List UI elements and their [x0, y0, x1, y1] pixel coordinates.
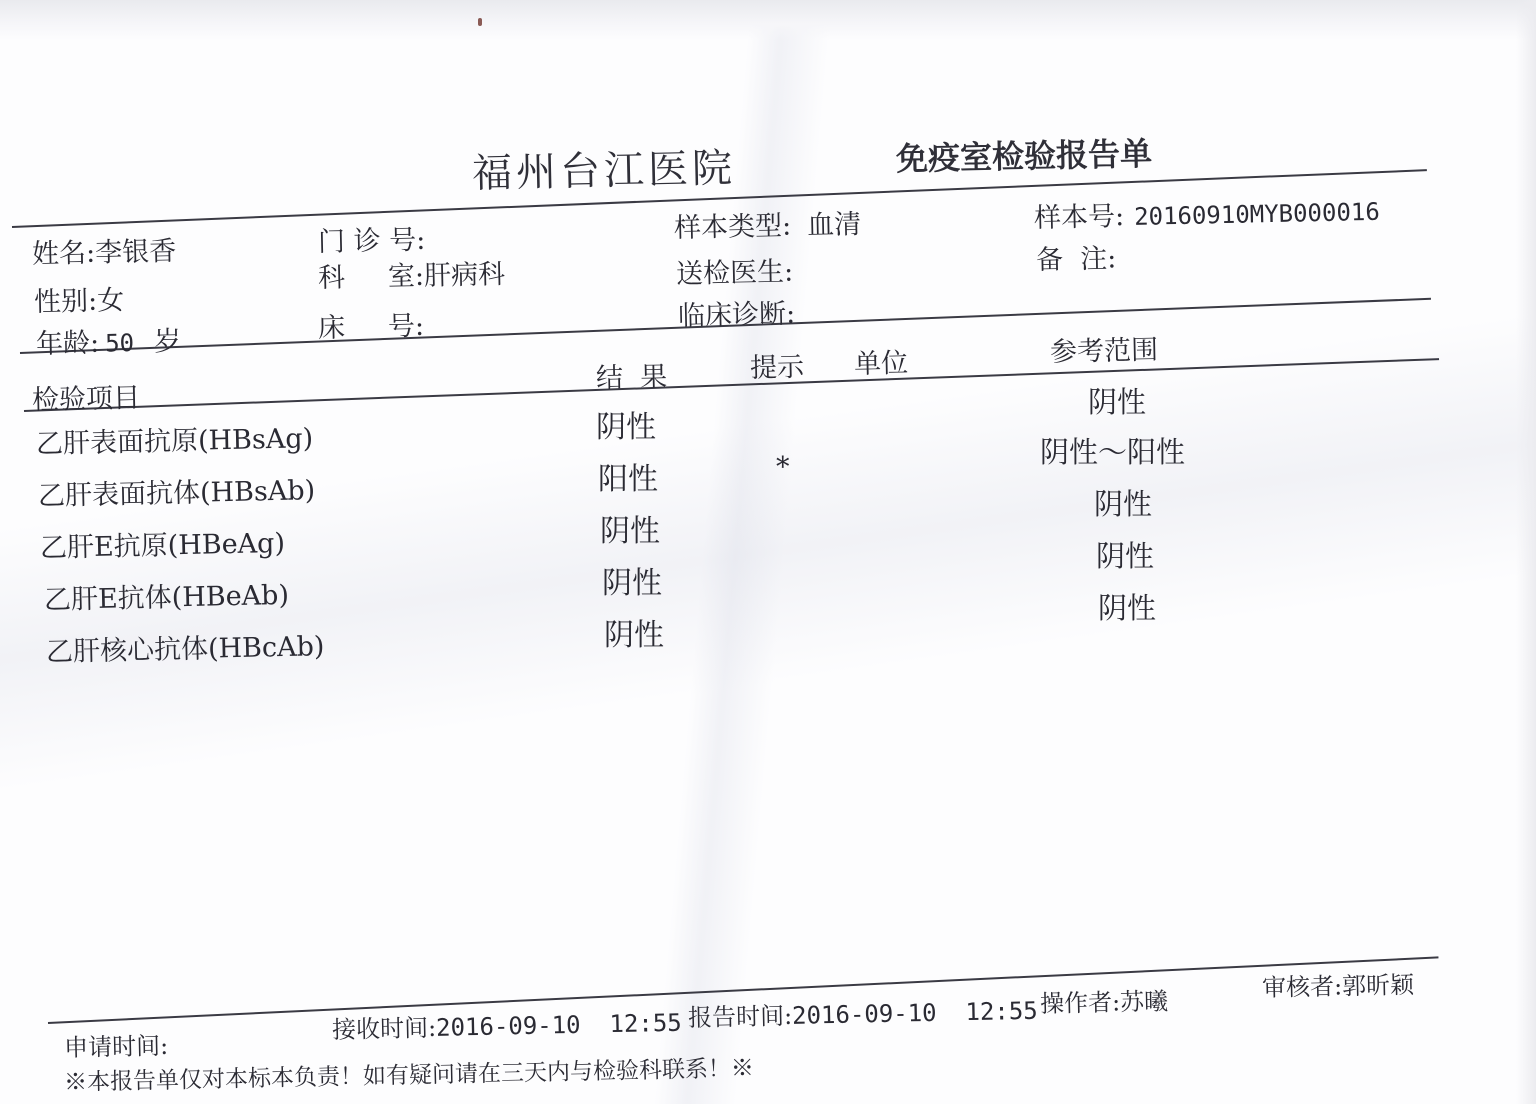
- row-item-hbsab: 乙肝表面抗体(HBsAb): [37, 475, 316, 512]
- outpatient-label: 门 诊 号:: [317, 224, 426, 258]
- sample-no: 20160910MYB000016: [1133, 197, 1381, 231]
- bed-row: [318, 304, 425, 345]
- apply-time-label: 申请时间:: [63, 1031, 169, 1062]
- row-ref-hbeab: 阴性: [1096, 539, 1155, 573]
- report-time-row: [688, 991, 1038, 1033]
- row-flag-hbsab: *: [776, 452, 790, 483]
- receive-time: 2016-09-10 12:55: [435, 1008, 683, 1042]
- row-item-hbeab: 乙肝E抗体(HBeAb): [43, 579, 290, 616]
- patient-sex: 女: [96, 285, 125, 317]
- row-result-hbcab: 阴性: [604, 618, 664, 653]
- department-label: 科 室:: [317, 260, 425, 294]
- report-time: 2016-09-10 12:55: [791, 996, 1039, 1030]
- doctor-label: 送检医生:: [675, 256, 794, 290]
- report-title: 免疫室检验报告单: [895, 134, 1153, 178]
- operator-row: [1040, 981, 1169, 1019]
- col-header-reference: 参考范围: [1049, 334, 1159, 368]
- row-result-hbsab: 阳性: [598, 462, 658, 497]
- sample-no-label: 样本号:: [1033, 201, 1125, 234]
- row-ref-hbeag: 阴性: [1094, 487, 1153, 521]
- report-time-label: 报告时间:: [687, 1001, 793, 1032]
- operator-label: 操作者:: [1039, 988, 1121, 1018]
- doctor-row: [676, 250, 794, 291]
- remark-row: [1036, 236, 1117, 277]
- row-result-hbsag: 阴性: [596, 410, 656, 445]
- patient-age-row: [36, 319, 182, 361]
- diagnosis-row: [678, 292, 796, 333]
- reviewer-label: 审核者:: [1261, 972, 1343, 1002]
- age-label: 年龄:: [35, 327, 100, 360]
- reviewer: 郭昕颖: [1341, 970, 1415, 1001]
- patient-name: 李银香: [94, 235, 177, 269]
- col-header-item: 检验项目: [31, 382, 141, 416]
- row-ref-hbsab: 阴性～阳性: [1040, 435, 1186, 469]
- patient-age: 50: [104, 328, 135, 358]
- age-unit: 岁: [153, 325, 182, 358]
- paper-edge-top: [0, 0, 1536, 40]
- operator: 苏曦: [1119, 987, 1169, 1017]
- footer-note: ※本报告单仅对本标本负责！如有疑问请在三天内与检验科联系！※: [63, 1055, 755, 1096]
- sex-label: 性别:: [33, 285, 98, 318]
- row-ref-hbcab: 阴性: [1098, 591, 1157, 625]
- row-item-hbeag: 乙肝E抗原(HBeAg): [39, 527, 286, 564]
- col-header-unit: 单位: [853, 347, 909, 380]
- receive-time-label: 接收时间:: [331, 1013, 437, 1044]
- diagnosis-label: 临床诊断:: [677, 298, 796, 332]
- outpatient-row: [318, 218, 426, 259]
- row-result-hbeab: 阴性: [602, 566, 662, 601]
- sample-type-row: [674, 202, 862, 245]
- ink-mark: [478, 18, 482, 26]
- col-header-result: 结 果: [595, 361, 668, 394]
- patient-name-row: [32, 229, 177, 271]
- patient-sex-row: [34, 278, 125, 319]
- remark-label: 备 注:: [1035, 243, 1117, 276]
- name-label: 姓名:: [31, 237, 96, 270]
- sample-type: 血清: [806, 209, 862, 242]
- reviewer-row: [1262, 965, 1415, 1003]
- bed-label: 床 号:: [317, 310, 425, 344]
- row-result-hbeag: 阴性: [600, 514, 660, 549]
- paper-edge-right: [1516, 0, 1536, 1104]
- department: 肝病科: [423, 259, 506, 292]
- sample-type-label: 样本类型:: [673, 210, 792, 244]
- row-item-hbsag: 乙肝表面抗原(HBsAg): [35, 423, 314, 460]
- sample-no-row: [1034, 189, 1380, 235]
- row-ref-hbsag: 阴性: [1088, 385, 1147, 419]
- col-header-flag: 提示: [749, 351, 805, 384]
- hospital-name: 福州台江医院: [471, 145, 737, 197]
- receive-time-row: [332, 1003, 682, 1045]
- row-item-hbcab: 乙肝核心抗体(HBcAb): [45, 631, 325, 668]
- department-row: [318, 252, 506, 295]
